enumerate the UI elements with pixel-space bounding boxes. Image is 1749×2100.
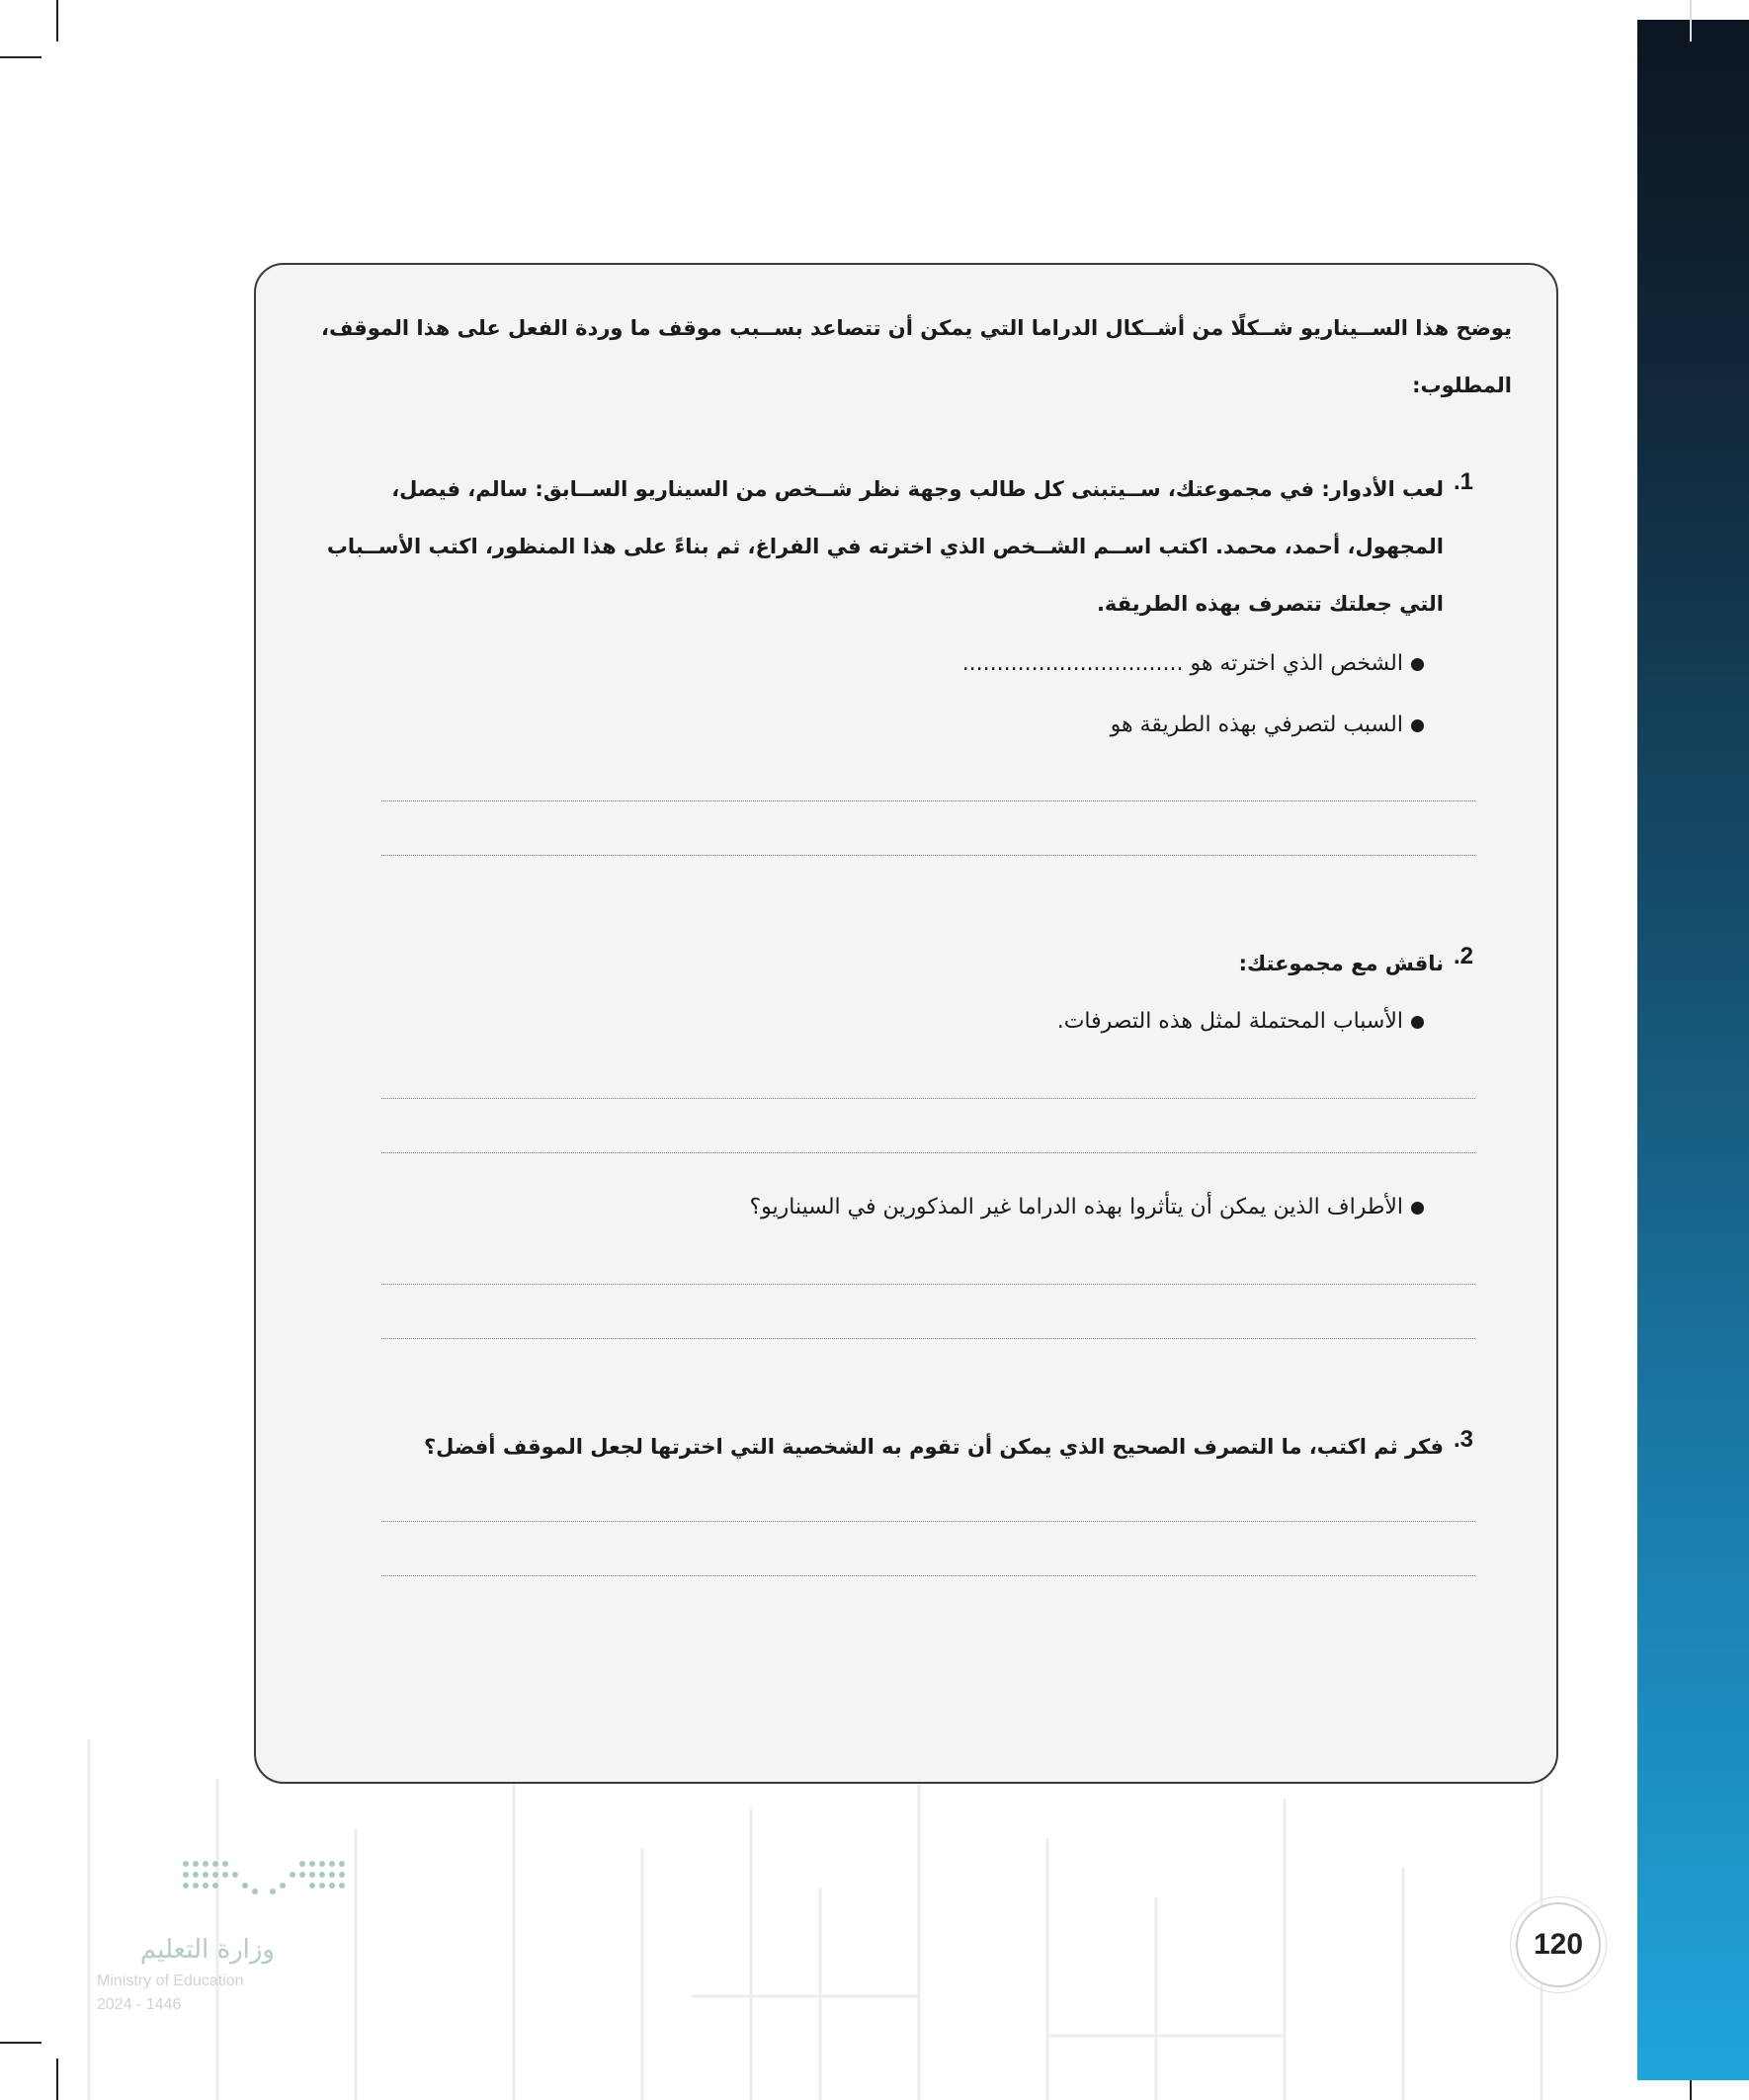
crop-mark bbox=[56, 0, 58, 42]
ministry-name-arabic: وزارة التعليم bbox=[139, 1935, 275, 1965]
bullet-icon bbox=[1411, 1202, 1424, 1215]
bullet-text: الشخص الذي اخترته هو ................................ bbox=[961, 651, 1403, 676]
answer-line[interactable] bbox=[381, 855, 1475, 856]
ministry-logo bbox=[97, 1858, 354, 2016]
intro-line-2: المطلوب: bbox=[1412, 374, 1512, 397]
intro-line-1: يوضح هذا الســيناريو شــكلًا من أشــكال الدراما التي يمكن أن تتصاعد بســبب موقف ما وردة الفعل على هذا الموقف، bbox=[321, 316, 1512, 340]
bullet-text: الأسباب المحتملة لمثل هذه التصرفات. bbox=[1056, 1009, 1403, 1034]
answer-line[interactable] bbox=[381, 1338, 1475, 1339]
crop-mark bbox=[0, 56, 42, 58]
bullet-icon bbox=[1411, 719, 1424, 732]
answer-line[interactable] bbox=[381, 1284, 1475, 1285]
bullet-icon bbox=[1411, 658, 1424, 671]
activity-card bbox=[254, 263, 1558, 1784]
logo-dots-icon bbox=[180, 1858, 348, 1907]
bullet-text: السبب لتصرفي بهذه الطريقة هو bbox=[1110, 713, 1403, 737]
answer-line[interactable] bbox=[381, 1575, 1475, 1576]
crop-mark bbox=[1690, 0, 1692, 42]
page-number: 120 bbox=[1516, 1902, 1601, 1987]
answer-line[interactable] bbox=[381, 800, 1475, 801]
question-1-text: لعب الأدوار: في مجموعتك، ســيتبنى كل طالب وجهة نظر شــخص من السيناريو الســابق: سالم، فيصل، المجهول، أحمد، محمد. اكتب اســم الشــخص الذي اخترته في الفراغ، ثم بناءً على هذا المنظور، اكتب الأســباب التي جعلتك تتصرف بهذه الطريقة. bbox=[326, 477, 1444, 616]
bullet-icon bbox=[1411, 1016, 1424, 1029]
question-1-bullet-2 bbox=[1111, 710, 1424, 741]
ministry-year: 2024 - 1446 bbox=[97, 1996, 182, 2013]
question-2-text: ناقش مع مجموعتك: bbox=[1238, 952, 1444, 975]
question-2-number: .2 bbox=[1454, 943, 1474, 969]
bullet-text: الأطراف الذين يمكن أن يتأثروا بهذه الدراما غير المذكورين في السيناريو؟ bbox=[749, 1195, 1403, 1219]
question-1-bullet-1 bbox=[962, 648, 1424, 680]
intro-text bbox=[297, 299, 1512, 414]
ministry-name-english: Ministry of Education bbox=[97, 1973, 244, 1989]
question-2-bullet-1 bbox=[1057, 1006, 1424, 1038]
question-3-number: .3 bbox=[1454, 1426, 1474, 1453]
answer-line[interactable] bbox=[381, 1098, 1475, 1099]
answer-line[interactable] bbox=[381, 1152, 1475, 1153]
question-2-bullet-2 bbox=[749, 1192, 1424, 1223]
answer-line[interactable] bbox=[381, 1521, 1475, 1522]
question-3-text: فكر ثم اكتب، ما التصرف الصحيح الذي يمكن أن تقوم به الشخصية التي اخترتها لجعل الموقف أفضل؟ bbox=[423, 1435, 1444, 1459]
question-1-number: .1 bbox=[1454, 468, 1474, 495]
decorative-sidebar bbox=[1637, 20, 1749, 2080]
